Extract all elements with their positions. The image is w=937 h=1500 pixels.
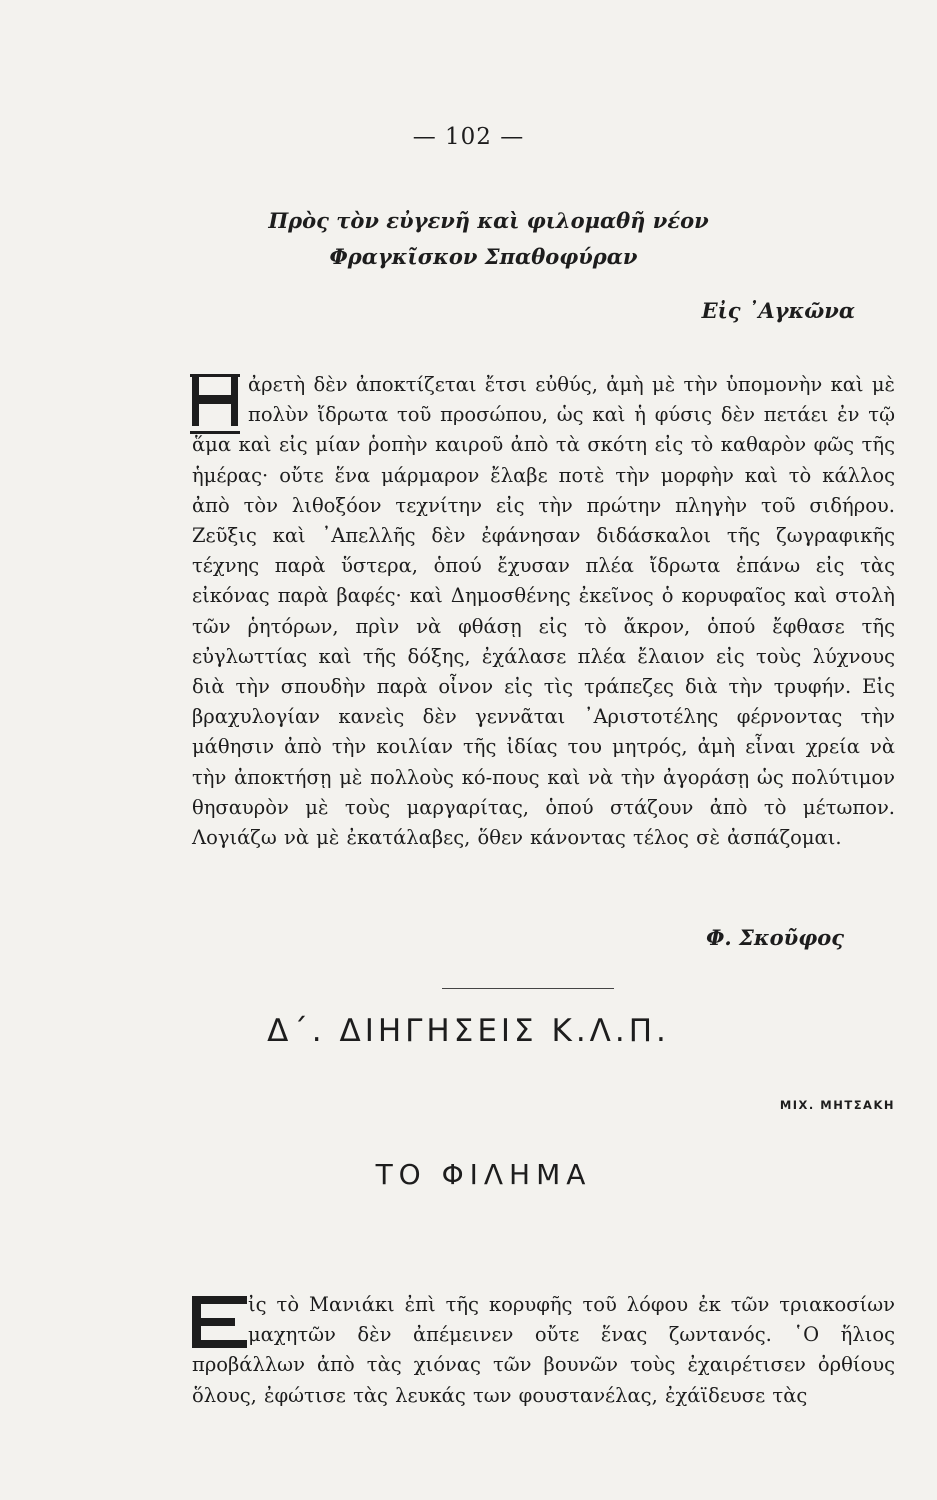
dedication-recipient-line: Πρὸς τὸν εὐγενῆ καὶ φιλομαθῆ νέον [268,208,709,233]
section-heading: Δ΄. ΔΙΗΓΗΣΕΙΣ Κ.Λ.Π. [267,1013,670,1049]
dropcap-eta-ornament [192,376,238,426]
dedication-place: Εἰς ᾿Αγκῶνα [701,298,855,323]
dropcap-bar-top [201,1296,247,1304]
dropcap-bar-middle [201,1318,235,1326]
story-text: ἰς τὸ Μανιάκι ἐπὶ τῆς κορυφῆς τοῦ λόφου ἐκ τῶν τριακοσίων μαχητῶν δὲν ἀπέμεινεν οὔτε ἕνας ζωντανός. ῾Ο ἥλιος προβάλλων ἀπὸ τὰς χιόνας τῶν βουνῶν τοὺς ἐχαιρέτισεν ὀρθίους ὅλους, ἐφώτισε τὰς λευκάς των φουστανέλας, ἐχάϊδευσε τὰς [192,1293,895,1407]
story-paragraph [192,1290,895,1411]
dropcap-bar-bottom [201,1340,247,1348]
page-number: — 102 — [412,124,525,150]
letter-signature: Φ. Σκοῦφος [706,925,844,950]
story-title: ΤΟ ΦΙΛΗΜΑ [375,1158,592,1191]
dropcap-epsilon-ornament [192,1296,238,1348]
section-divider [442,988,614,989]
dedication-recipient-name: Φραγκῖσκον Σπαθοφύραν [329,244,638,269]
letter-paragraph [192,370,895,853]
letter-text: ἀρετὴ δὲν ἀποκτίζεται ἔτσι εὐθύς, ἀμὴ μὲ τὴν ὑπομονὴν καὶ μὲ πολὺν ἴδρωτα τοῦ προσώπου, ὡς καὶ ἡ φύσις δὲν πετάει ἐν τῷ ἅμα καὶ εἰς μίαν ῥοπὴν καιροῦ ἀπὸ τὰ σκότη εἰς τὸ καθαρὸν φῶς τῆς ἡμέρας· οὔτε ἕνα μάρμαρον ἔλαβε ποτὲ τὴν μορφὴν καὶ τὸ κάλλος ἀπὸ τὸν λιθοξόον τεχνίτην εἰς τὴν πρώτην πληγὴν τοῦ σιδήρου. Ζεῦξις καὶ ᾿Απελλῆς δὲν ἐφάνησαν διδάσκαλοι τῆς ζωγραφικῆς τέχνης παρὰ ὕστερα, ὁπού ἔχυσαν πλέα ἴδρωτα ἐπάνω εἰς τὰς εἰκόνας παρὰ βαφές· καὶ Δημοσθένης ἐκεῖνος ὁ κορυφαῖος καὶ στολὴ τῶν ῥητόρων, πρὶν νὰ φθάσῃ εἰς τὸ ἄκρον, ὁπού ἔφθασε τῆς εὐγλωττίας καὶ τῆς δόξης, ἐχάλασε πλέα ἔλαιον εἰς τοὺς λύχνους διὰ τὴν σπουδὴν παρὰ οἶνον εἰς τὶς τράπεζες διὰ τὴν τρυφήν. Εἰς βραχυλογίαν κανεὶς δὲν γεννᾶται ᾿Αριστοτέλης φέρνοντας τὴν μάθησιν ἀπὸ τὴν κοιλίαν τῆς ἰδίας του μητρός, ἀμὴ εἶναι χρεία νὰ τὴν ἀποκτήσῃ μὲ πολλοὺς κό-πους καὶ νὰ τὴν ἀγοράσῃ ὡς πολύτιμον θησαυρὸν μὲ τοὺς μαργαρίτας, ὁπού στάζουν ἀπὸ τὸ μέτωπον. Λογιάζω νὰ μὲ ἐκατάλαβες, ὅθεν κάνοντας τέλος σὲ ἀσπάζομαι. [192,373,895,850]
story-author: ΜΙΧ. ΜΗΤΣΑΚΗ [779,1098,895,1112]
